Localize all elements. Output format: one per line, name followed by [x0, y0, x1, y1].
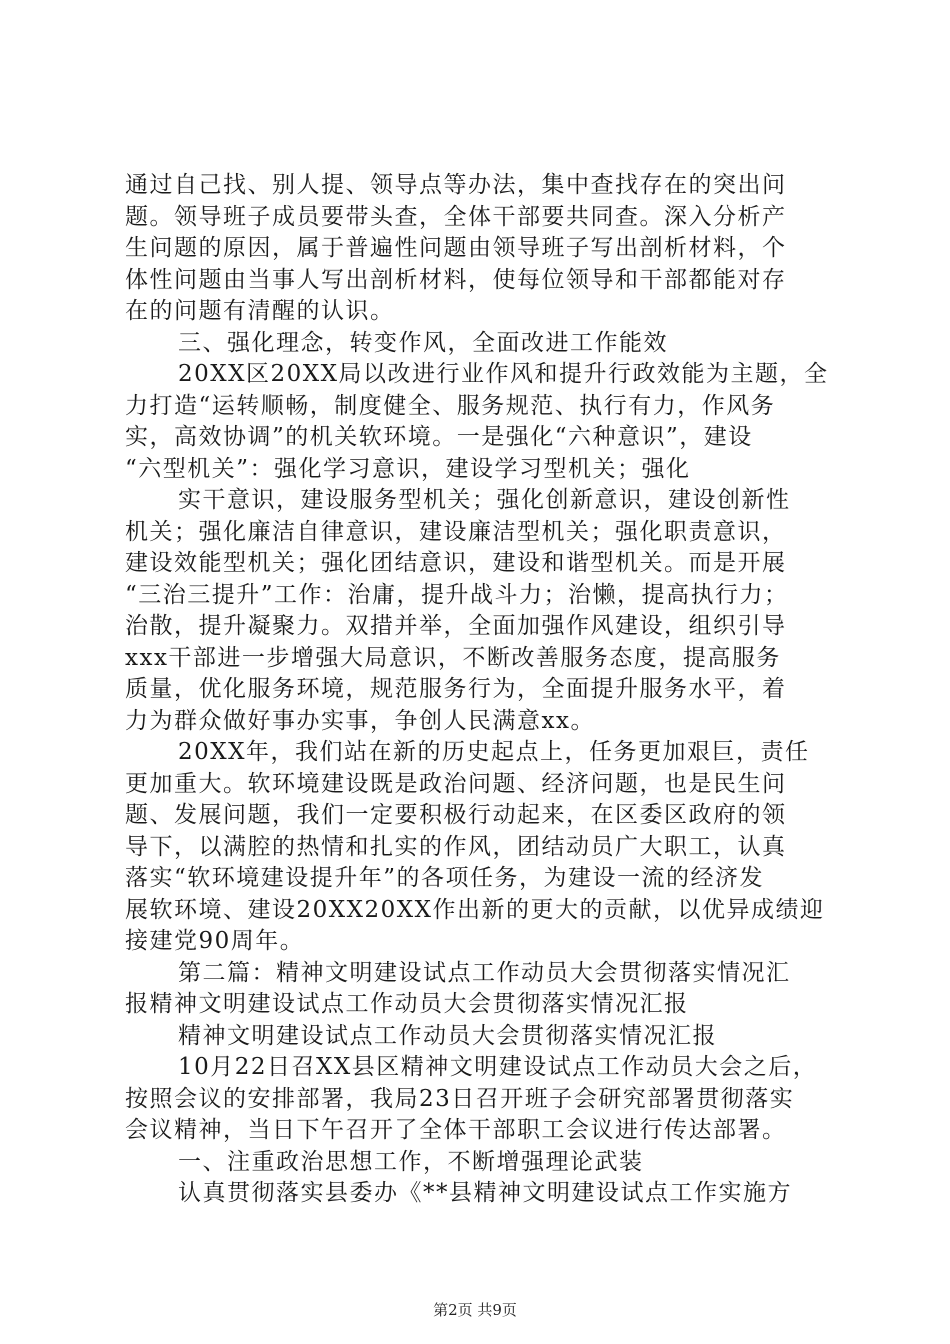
- chapter-heading: 报精神文明建设试点工作动员大会贯彻落实情况汇报: [125, 991, 689, 1017]
- paragraph-start: 认真贯彻落实县委办《**县精神文明建设试点工作实施方: [178, 1180, 792, 1206]
- text-line: 在的问题有清醒的认识。: [125, 298, 395, 324]
- paragraph-start: 20XX区20XX局以改进行业作风和提升行政效能为主题，全: [178, 361, 829, 387]
- paragraph-start: 实干意识，建设服务型机关；强化创新意识，建设创新性: [178, 487, 791, 513]
- text-line: 通过自己找、别人提、领导点等办法，集中查找存在的突出问: [125, 172, 787, 198]
- text-line: “六型机关”：强化学习意识，建设学习型机关；强化: [125, 456, 691, 482]
- page-number-footer: 第2页 共9页: [433, 1301, 517, 1319]
- text-line: 题、发展问题，我们一定要积极行动起来，在区委区政府的领: [125, 802, 787, 828]
- text-line: 接建党90周年。: [125, 928, 305, 954]
- text-line: 实，高效协调”的机关软环境。一是强化“六种意识”，建设: [125, 424, 753, 450]
- section-heading: 一、注重政治思想工作，不断增强理论武装: [178, 1149, 644, 1175]
- text-line: 会议精神，当日下午召开了全体干部职工会议进行传达部署。: [125, 1117, 787, 1143]
- text-line: 力为群众做好事办实事，争创人民满意xx。: [125, 708, 595, 734]
- document-title: 精神文明建设试点工作动员大会贯彻落实情况汇报: [178, 1023, 717, 1049]
- chapter-heading: 第二篇：精神文明建设试点工作动员大会贯彻落实情况汇: [178, 960, 791, 986]
- text-line: “三治三提升”工作：治庸，提升战斗力；治懒，提高执行力；: [125, 582, 789, 608]
- text-line: 生问题的原因，属于普遍性问题由领导班子写出剖析材料，个: [125, 235, 787, 261]
- paragraph-start: 20XX年，我们站在新的历史起点上，任务更加艰巨，责任: [178, 739, 810, 765]
- text-line: 力打造“运转顺畅，制度健全、服务规范、执行有力，作风务: [125, 393, 776, 419]
- text-line: 按照会议的安排部署，我局23日召开班子会研究部署贯彻落实: [125, 1086, 795, 1112]
- text-line: 体性问题由当事人写出剖析材料，使每位领导和干部都能对存: [125, 267, 787, 293]
- text-line: 题。领导班子成员要带头查，全体干部要共同查。深入分析产: [125, 204, 787, 230]
- section-heading: 三、强化理念，转变作风，全面改进工作能效: [178, 330, 668, 356]
- text-line: xxx干部进一步增强大局意识，不断改善服务态度，提高服务: [125, 645, 781, 671]
- text-line: 更加重大。软环境建设既是政治问题、经济问题，也是民生问: [125, 771, 787, 797]
- text-line: 展软环境、建设20XX20XX作出新的更大的贡献，以优异成绩迎: [125, 897, 825, 923]
- text-line: 导下，以满腔的热情和扎实的作风，团结动员广大职工，认真: [125, 834, 787, 860]
- paragraph-start: 10月22日召XX县区精神文明建设试点工作动员大会之后，: [178, 1054, 818, 1080]
- text-line: 建设效能型机关；强化团结意识，建设和谐型机关。而是开展: [125, 550, 787, 576]
- text-line: 机关；强化廉洁自律意识，建设廉洁型机关；强化职责意识，: [125, 519, 787, 545]
- text-line: 落实“软环境建设提升年”的各项任务，为建设一流的经济发: [125, 865, 765, 891]
- text-line: 治散，提升凝聚力。双措并举，全面加强作风建设，组织引导: [125, 613, 787, 639]
- text-line: 质量，优化服务环境，规范服务行为，全面提升服务水平，着: [125, 676, 787, 702]
